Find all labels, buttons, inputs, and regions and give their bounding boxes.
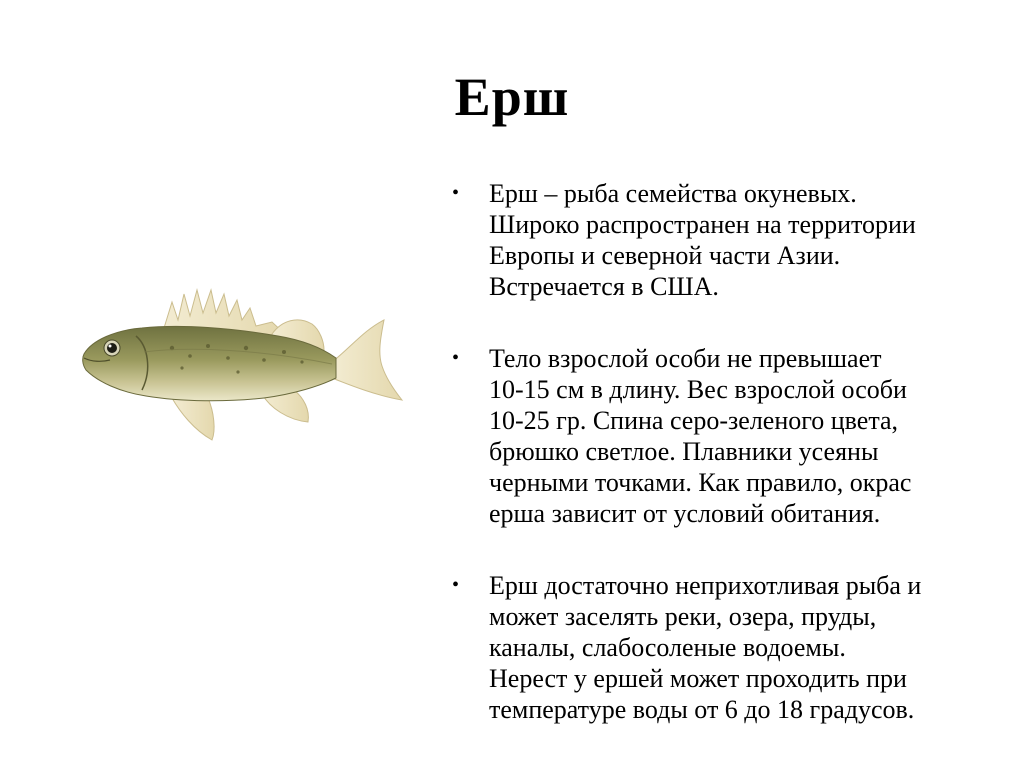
bullet-dot: • — [452, 574, 460, 596]
bullet-line: Европы и северной части Азии. — [489, 241, 841, 270]
bullet-line: Встречается в США. — [489, 272, 719, 301]
bullet-line: каналы, слабосоленые водоемы. — [489, 633, 846, 662]
bullet-line: Нерест у ершей может проходить при — [489, 664, 907, 693]
bullet-line: брюшко светлое. Плавники усеяны — [489, 437, 879, 466]
bullet-dot: • — [452, 182, 460, 204]
bullet-line: 10-25 гр. Спина серо-зеленого цвета, — [489, 406, 899, 435]
bullet-line: Тело взрослой особи не превышает — [489, 344, 882, 373]
bullet-line: черными точками. Как правило, окрас — [489, 468, 912, 497]
bullet-line: Ерш – рыба семейства окуневых. — [489, 179, 857, 208]
bullet-line: температуре воды от 6 до 18 градусов. — [489, 695, 915, 724]
bullet-line: Широко распространен на территории — [489, 210, 916, 239]
bullet-line: 10-15 см в длину. Вес взрослой особи — [489, 375, 907, 404]
slide-title: Ерш — [454, 67, 570, 127]
bullet-line: ерша зависит от условий обитания. — [489, 499, 881, 528]
bullet-line: Ерш достаточно неприхотливая рыба и — [489, 571, 922, 600]
ruffe-fish-illustration-icon — [32, 250, 450, 465]
bullet-list — [452, 178, 1012, 766]
bullet-line: может заселять реки, озера, пруды, — [489, 602, 877, 631]
bullet-item — [452, 570, 1012, 725]
bullet-dot: • — [452, 347, 460, 369]
bullet-item — [452, 178, 1012, 302]
bullet-item — [452, 343, 1012, 529]
